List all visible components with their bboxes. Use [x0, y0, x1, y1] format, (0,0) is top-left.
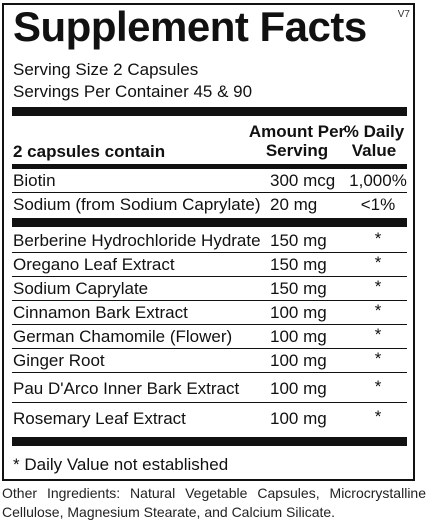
nutrient-amount: 20 mg [270, 195, 318, 214]
ingredient-name: German Chamomile (Flower) [13, 327, 233, 346]
dv-header-line1: % Daily [343, 122, 405, 141]
ingredient-amount: 150 mg [270, 231, 327, 250]
ingredient-daily-value: * [374, 301, 382, 320]
daily-value-footnote: * Daily Value not established [13, 455, 229, 474]
row-divider [12, 402, 407, 403]
ingredient-row [12, 277, 407, 301]
ingredient-amount: 150 mg [270, 279, 327, 298]
ingredient-name: Berberine Hydrochloride Hydrate [13, 231, 261, 250]
nutrient-daily-value: 1,000% [349, 171, 407, 190]
servings-per-container: Servings Per Container 45 & 90 [13, 82, 253, 101]
other-ingredients: Other Ingredients: Natural Vegetable Capsules, Microcrystalline Cellulose, Magnesium Stearate, and Calcium Silicate. [2, 485, 426, 520]
ingredient-name: Rosemary Leaf Extract [13, 409, 186, 428]
thick-divider-top [12, 107, 407, 116]
thick-divider-bottom [12, 437, 407, 446]
ingredient-row [12, 349, 407, 373]
ingredient-amount: 100 mg [270, 327, 327, 346]
ingredient-row [12, 301, 407, 325]
row-divider [12, 372, 407, 373]
version-code: V7 [397, 9, 410, 20]
panel-title: Supplement Facts [13, 3, 367, 50]
contain-header: 2 capsules contain [13, 142, 166, 161]
amount-per-serving-header [238, 122, 356, 160]
thick-divider-middle [12, 218, 407, 227]
nutrient-daily-value: <1% [360, 195, 396, 214]
ingredient-amount: 100 mg [270, 379, 327, 398]
ingredient-daily-value: * [374, 325, 382, 344]
ingredient-name: Sodium Caprylate [13, 279, 149, 298]
nutrient-name: Sodium (from Sodium Caprylate) [13, 195, 261, 214]
ingredient-name: Ginger Root [13, 351, 105, 370]
nutrient-row [12, 169, 407, 193]
ingredient-daily-value: * [374, 277, 382, 296]
ingredient-name: Oregano Leaf Extract [13, 255, 175, 274]
ingredient-daily-value: * [374, 253, 382, 272]
ingredient-daily-value: * [374, 377, 382, 396]
ingredient-amount: 100 mg [270, 409, 327, 428]
daily-value-header [340, 122, 408, 160]
ingredient-amount: 100 mg [270, 351, 327, 370]
ingredient-row [12, 325, 407, 349]
ingredient-amount: 100 mg [270, 303, 327, 322]
ingredient-row [12, 375, 407, 403]
ingredient-row [12, 253, 407, 277]
dv-header-line2: Value [351, 141, 397, 160]
supplement-facts-panel [2, 3, 415, 481]
ingredient-daily-value: * [374, 407, 382, 426]
nutrient-amount: 300 mcg [270, 171, 336, 190]
nutrient-row [12, 193, 407, 217]
ingredient-daily-value: * [374, 349, 382, 368]
amount-header-line1: Amount Per [248, 122, 346, 141]
nutrient-name: Biotin [13, 171, 56, 190]
ingredient-name: Pau D'Arco Inner Bark Extract [13, 379, 240, 398]
ingredient-row [12, 229, 407, 253]
serving-size: Serving Size 2 Capsules [13, 60, 199, 79]
ingredient-amount: 150 mg [270, 255, 327, 274]
amount-header-line2: Serving [265, 141, 329, 160]
ingredient-row [12, 405, 407, 433]
ingredient-name: Cinnamon Bark Extract [13, 303, 188, 322]
ingredient-daily-value: * [374, 229, 382, 248]
